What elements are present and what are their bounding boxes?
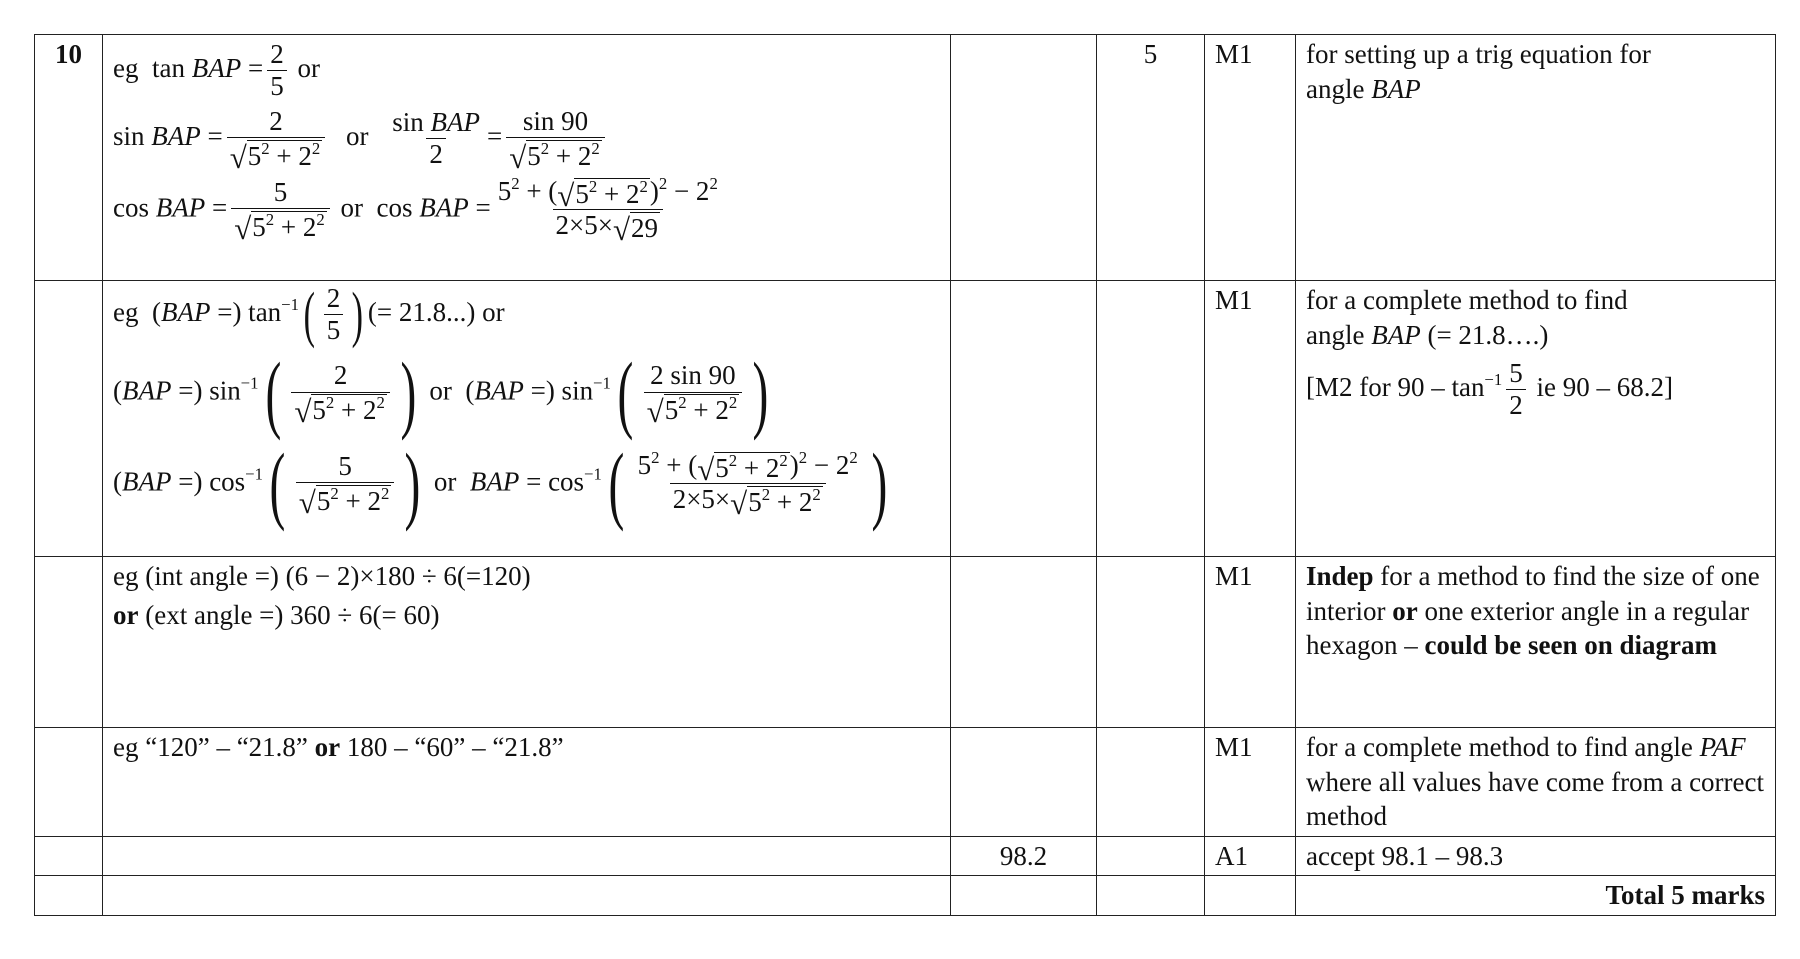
answer-cell bbox=[951, 728, 1097, 837]
marks-cell bbox=[1097, 876, 1205, 916]
question-number-cell bbox=[35, 281, 103, 557]
working-line: sin BAP = 2 √ $5^2 + 2^2$ or $\frac{\text{sin BAP}}{2}$ = sin 90 √ $5^2 + 2^2$ bbox=[113, 106, 940, 172]
working-line: eg tan BAP = $\frac{2}{5}$ or bbox=[113, 39, 320, 102]
question-number-cell bbox=[35, 836, 103, 876]
answer-cell bbox=[951, 281, 1097, 557]
working-cell bbox=[103, 35, 951, 281]
working-cell bbox=[103, 281, 951, 557]
guidance-cell: Indep for a method to find the size of one interior or one exterior angle in a regular hexagon – could be seen on diagram bbox=[1296, 557, 1776, 728]
mark-code: M1 bbox=[1205, 728, 1296, 837]
working-line: or (ext angle =) 360 ÷ 6(= 60) bbox=[113, 599, 440, 630]
working-line: eg (int angle =) (6 − 2)×180 ÷ 6(=120) bbox=[113, 561, 531, 591]
working-cell bbox=[103, 836, 951, 876]
mark-scheme-table bbox=[34, 34, 1776, 916]
mark-code: M1 bbox=[1205, 557, 1296, 728]
guidance-cell: for a complete method to find angle PAF where all values have come from a correct method bbox=[1296, 728, 1776, 837]
mark-code-cell bbox=[1205, 876, 1296, 916]
marks-cell bbox=[1097, 728, 1205, 837]
working-line: (BAP =) $\sin^{-1}$ ( 2 √ $5^2 + 2^2$ ) or (BAP =) $\sin^{-1}$ ( 2 sin 90 √ $5^2 + 2^2$ ) bbox=[113, 345, 769, 442]
question-number: 10 bbox=[35, 35, 103, 281]
table-row bbox=[35, 728, 1776, 837]
working-cell bbox=[103, 557, 951, 728]
guidance-cell: for a complete method to find angle BAP (= 21.8….) [M2 for $90 - \tan^{-1}$ $\frac{5}{2}$ ie 90 – 68.2] bbox=[1296, 281, 1776, 557]
marks-cell bbox=[1097, 836, 1205, 876]
guidance-line: [M2 for $90 - \tan^{-1}$ $\frac{5}{2}$ ie 90 – 68.2] bbox=[1306, 358, 1674, 421]
question-number-cell bbox=[35, 728, 103, 837]
guidance-cell: for setting up a trig equation for angle BAP bbox=[1296, 35, 1776, 281]
working-line: cos BAP = 5 √ $5^2 + 2^2$ or cos BAP = $5^2$ + ( √ $5^2 + 2^2$ )$^2 - 2^2$ 2×5× √ 29 bbox=[113, 173, 718, 248]
question-number-cell bbox=[35, 557, 103, 728]
marks-cell bbox=[1097, 557, 1205, 728]
working-line: eg (BAP =) $\tan^{-1}$ ( $\frac{2}{5}$ ) (= 21.8...) or bbox=[113, 280, 505, 349]
table-row bbox=[35, 836, 1776, 876]
mark-code: M1 bbox=[1205, 281, 1296, 557]
answer-cell bbox=[951, 35, 1097, 281]
final-answer: 98.2 bbox=[951, 836, 1097, 876]
working-cell: eg “120” – “21.8” or 180 – “60” – “21.8” bbox=[103, 728, 951, 837]
mark-code: M1 bbox=[1205, 35, 1296, 281]
working-cell bbox=[103, 876, 951, 916]
question-number-cell bbox=[35, 876, 103, 916]
marks-cell bbox=[1097, 281, 1205, 557]
mark-code: A1 bbox=[1205, 836, 1296, 876]
answer-cell bbox=[951, 557, 1097, 728]
table-row bbox=[35, 35, 1776, 281]
table-row bbox=[35, 557, 1776, 728]
table-row bbox=[35, 281, 1776, 557]
table-row bbox=[35, 876, 1776, 916]
working-line: (BAP =) $\cos^{-1}$ ( 5 √ $5^2 + 2^2$ ) or BAP = $\cos^{-1}$ ( $5^2$ + ( √ $5^2 + 2^2$ )$^2 - 2^2$ 2×5× √ $5^2 + 2^2$ ) bbox=[113, 435, 888, 532]
total-marks: Total 5 marks bbox=[1296, 876, 1776, 916]
marks-cell: 5 bbox=[1097, 35, 1205, 281]
guidance-cell: accept 98.1 – 98.3 bbox=[1296, 836, 1776, 876]
answer-cell bbox=[951, 876, 1097, 916]
